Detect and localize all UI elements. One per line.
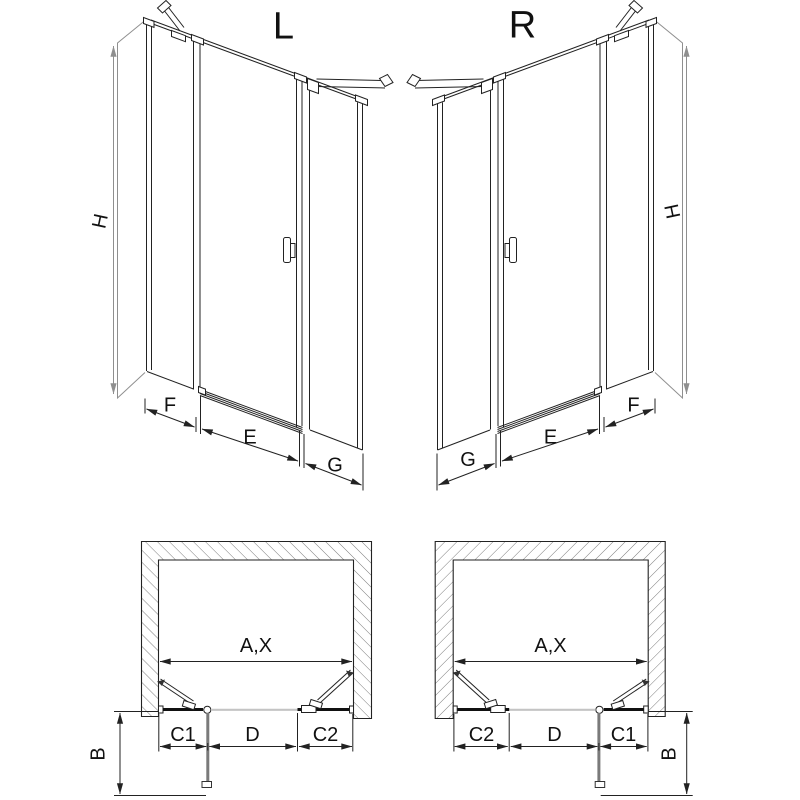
plan-view-right [435,542,693,796]
panel-width-label-left-g: G [327,454,343,477]
variant-label-right: R [508,4,537,47]
door-width-label-right: E [543,426,558,449]
variant-label-left: L [272,5,295,48]
segment-label-right-1: C2 [468,724,495,746]
door-width-label-left: E [243,426,257,449]
segment-label-left-1: C1 [170,724,196,746]
plan-view-left [114,542,372,796]
front-view-right [407,1,687,491]
segment-label-left-3: C2 [312,724,339,746]
segment-label-left-2: D [245,724,260,746]
segment-label-right-3: C1 [610,724,637,746]
opening-label-left: A,X [239,635,273,657]
height-label-right: H [660,201,686,221]
front-view-left [114,1,394,491]
segment-label-right-2: D [547,724,562,746]
panel-width-label-left-f: F [163,394,177,417]
height-label-left: H [88,211,113,231]
panel-width-label-right-g: G [460,449,476,471]
opening-label-right: A,X [534,635,567,657]
depth-label-left: B [87,747,110,761]
panel-width-label-right-f: F [627,394,640,417]
depth-label-right: B [658,747,681,761]
